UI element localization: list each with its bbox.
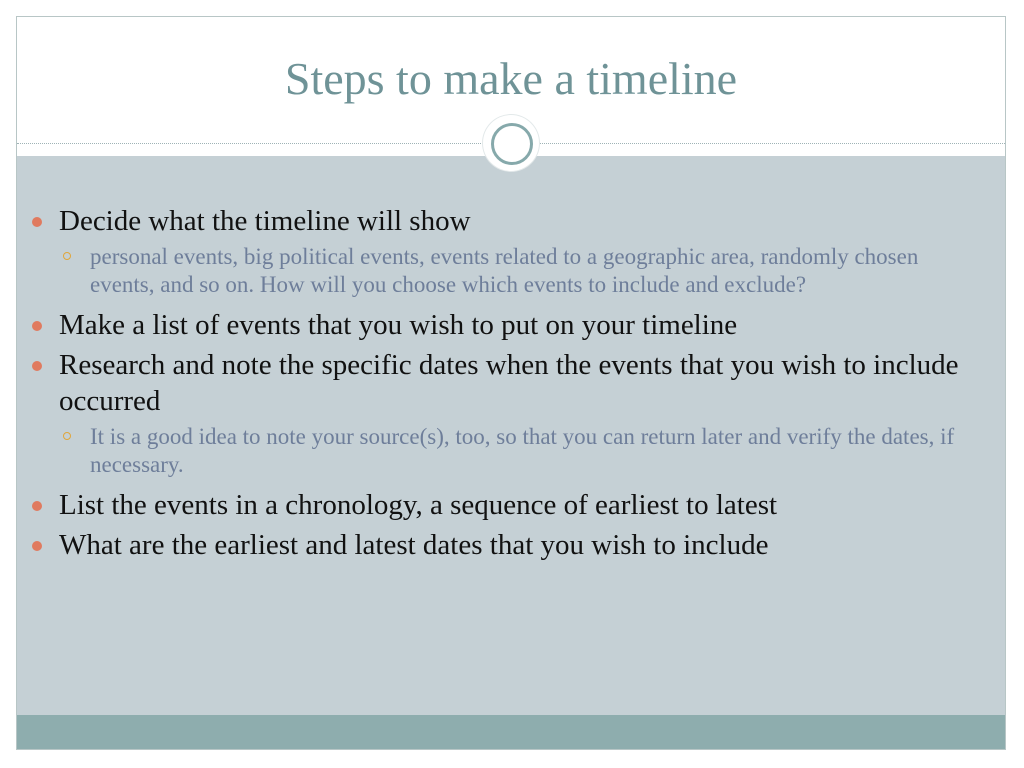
bullet-item <box>32 347 962 419</box>
bullet-text: What are the earliest and latest dates that you wish to include <box>59 529 769 561</box>
bullet-item <box>32 203 962 239</box>
bullet-dot-icon <box>32 361 42 371</box>
bullet-text: List the events in a chronology, a sequence of earliest to latest <box>59 489 778 521</box>
footer-bar <box>17 715 1005 749</box>
bullet-item <box>32 487 962 523</box>
bullet-text: Make a list of events that you wish to put on your timeline <box>59 309 738 341</box>
bullet-dot-icon <box>32 321 42 331</box>
sub-bullet-text: personal events, big political events, events related to a geographic area, randomly chosen events, and so on. How will you choose which events to include and exclude? <box>90 244 919 297</box>
bullet-item <box>32 307 962 343</box>
ornament-ring <box>491 123 533 165</box>
sub-bullet-ring-icon <box>63 432 71 440</box>
bullet-item <box>32 527 962 563</box>
sub-bullet-ring-icon <box>63 252 71 260</box>
sub-bullet-item <box>32 243 962 299</box>
bullet-text: Decide what the timeline will show <box>59 205 471 237</box>
bullet-dot-icon <box>32 501 42 511</box>
bullet-text: Research and note the specific dates when the events that you wish to include occurred <box>59 349 959 417</box>
circle-ornament-icon <box>483 115 539 171</box>
slide-title: Steps to make a timeline <box>284 53 738 104</box>
bullet-list <box>32 203 962 567</box>
bullet-dot-icon <box>32 541 42 551</box>
sub-bullet-item <box>32 423 962 479</box>
sub-bullet-text: It is a good idea to note your source(s), too, so that you can return later and verify the dates, if necessary. <box>90 424 955 477</box>
bullet-dot-icon <box>32 217 42 227</box>
